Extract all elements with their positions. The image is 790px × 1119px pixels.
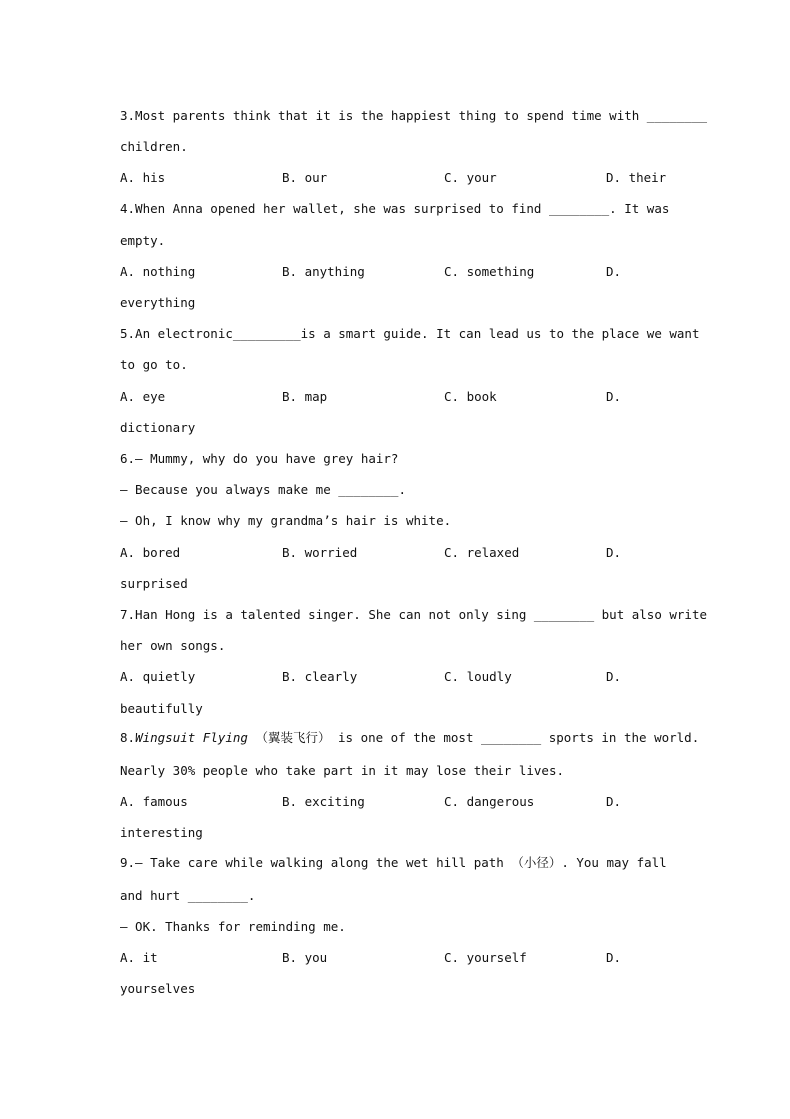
question-3-text-cont: children.: [120, 139, 188, 154]
question-9-option-a: A. it: [120, 950, 158, 965]
question-7-option-b: B. clearly: [282, 669, 358, 684]
question-8-option-d: D.: [606, 794, 622, 809]
question-5-text: 5.An electronic_________is a smart guide. It can lead us to the place we want: [120, 326, 700, 341]
question-8-sport-name: Wingsuit Flying: [135, 730, 248, 745]
question-5-option-d-text: dictionary: [120, 420, 196, 435]
question-4-option-d: D.: [606, 264, 622, 279]
question-7-option-c: C. loudly: [444, 669, 512, 684]
question-4-option-b: B. anything: [282, 264, 365, 279]
question-5-option-a: A. eye: [120, 389, 166, 404]
question-4-text: 4.When Anna opened her wallet, she was surprised to find ________. It was: [120, 201, 670, 216]
question-6-text: 6.— Mummy, why do you have grey hair?: [120, 451, 399, 466]
question-6-dialogue-3: — Oh, I know why my grandma’s hair is white.: [120, 513, 452, 528]
question-7-text-cont: her own songs.: [120, 638, 226, 653]
question-5-option-b: B. map: [282, 389, 328, 404]
question-4-option-d-text: everything: [120, 295, 196, 310]
question-3-option-c: C. your: [444, 170, 497, 185]
question-7-option-d-text: beautifully: [120, 701, 203, 716]
question-6-dialogue-2: — Because you always make me ________.: [120, 482, 406, 497]
question-6-option-d: D.: [606, 545, 622, 560]
question-4-option-c: C. something: [444, 264, 535, 279]
question-8-stem: （翼装飞行） is one of the most ________ sports in the world.: [247, 730, 700, 745]
question-6-option-b: B. worried: [282, 545, 358, 560]
question-5-text-cont: to go to.: [120, 357, 188, 372]
question-6-option-d-text: surprised: [120, 576, 188, 591]
question-6-option-c: C. relaxed: [444, 545, 520, 560]
question-5-option-c: C. book: [444, 389, 497, 404]
question-3-text: 3.Most parents think that it is the happiest thing to spend time with ________: [120, 108, 707, 123]
question-9-option-d: D.: [606, 950, 622, 965]
question-5-option-d: D.: [606, 389, 622, 404]
question-3-option-b: B. our: [282, 170, 328, 185]
question-7-option-d: D.: [606, 669, 622, 684]
question-7-text: 7.Han Hong is a talented singer. She can not only sing ________ but also write: [120, 607, 707, 622]
question-9-option-b: B. you: [282, 950, 328, 965]
question-9-option-c: C. yourself: [444, 950, 527, 965]
question-8-option-b: B. exciting: [282, 794, 365, 809]
question-9-text-cont: and hurt ________.: [120, 888, 256, 903]
question-8-text-cont: Nearly 30% people who take part in it may lose their lives.: [120, 763, 565, 778]
question-9-text: 9.— Take care while walking along the wet hill path （小径）. You may fall: [120, 855, 667, 870]
question-8-number: 8.: [120, 730, 136, 745]
question-9-dialogue-2: — OK. Thanks for reminding me.: [120, 919, 346, 934]
question-6-option-a: A. bored: [120, 545, 181, 560]
question-8-option-d-text: interesting: [120, 825, 203, 840]
question-8-option-a: A. famous: [120, 794, 188, 809]
question-9-option-d-text: yourselves: [120, 981, 196, 996]
question-4-option-a: A. nothing: [120, 264, 196, 279]
question-4-text-cont: empty.: [120, 233, 166, 248]
question-3-option-d: D. their: [606, 170, 667, 185]
question-8-text: [120, 730, 699, 746]
question-3-option-a: A. his: [120, 170, 166, 185]
question-8-option-c: C. dangerous: [444, 794, 535, 809]
question-7-option-a: A. quietly: [120, 669, 196, 684]
